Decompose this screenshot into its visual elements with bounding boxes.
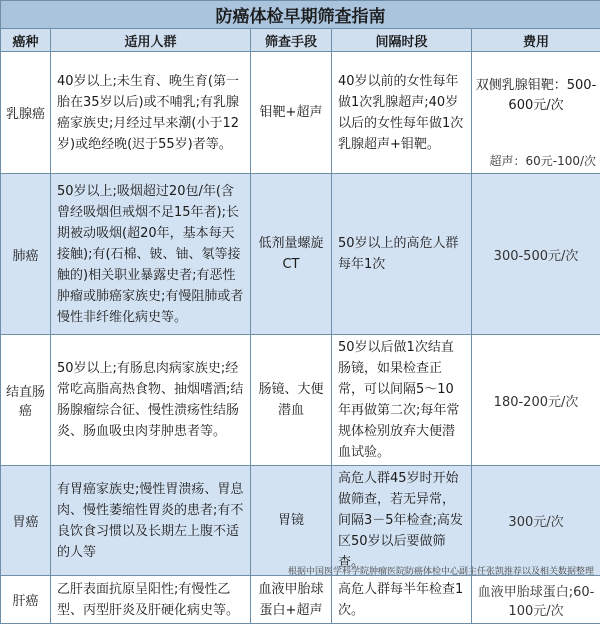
footnote: 根据中国医学科学院肿瘤医院防癌体检中心副主任张凯推荐以及相关数据整理 <box>288 564 594 577</box>
cancer-name: 乳腺癌 <box>1 52 51 174</box>
header-cost: 费用 <box>472 29 600 52</box>
cost-sub: 超声：60元-100/次 <box>490 152 597 169</box>
population-cell: 50岁以上;有肠息肉病家族史;经常吃高脂高热食物、抽烟嗜酒;结肠腺瘤综合征、慢性溃疡性结肠炎、肠血吸虫肉芽肿患者等。 <box>51 335 251 466</box>
cancer-name: 肝癌 <box>1 576 51 624</box>
cost-cell: 300-500元/次 <box>472 174 600 335</box>
cost-cell: 300元/次 <box>472 466 600 576</box>
cost-main: 双侧乳腺钼靶：500-600元/次 <box>472 76 600 116</box>
interval-cell: 高危人群每半年检查1次。 <box>332 576 472 624</box>
cancer-name: 胃癌 <box>1 466 51 576</box>
table-title: 防癌体检早期筛查指南 <box>1 1 600 29</box>
table-row <box>1 576 600 624</box>
header-interval: 间隔时段 <box>332 29 472 52</box>
method-cell: 血液甲胎球蛋白+超声 <box>251 576 332 624</box>
cancer-name: 肺癌 <box>1 174 51 335</box>
interval-cell: 50岁以上的高危人群每年1次 <box>332 174 472 335</box>
header-row <box>1 29 600 52</box>
cost-cell: 180-200元/次 <box>472 335 600 466</box>
interval-cell: 50岁以后做1次结直肠镜，如果检查正常，可以间隔5～10年再做第二次;每年常规体检别放弃大便潜血试验。 <box>332 335 472 466</box>
table-row <box>1 335 600 466</box>
header-cancer: 癌种 <box>1 29 51 52</box>
table-row <box>1 466 600 576</box>
cost-cell <box>472 52 600 174</box>
header-population: 适用人群 <box>51 29 251 52</box>
method-cell: 胃镜 <box>251 466 332 576</box>
method-cell: 钼靶+超声 <box>251 52 332 174</box>
population-cell: 乙肝表面抗原呈阳性;有慢性乙型、丙型肝炎及肝硬化病史等。 <box>51 576 251 624</box>
interval-cell: 高危人群45岁时开始做筛查，若无异常，间隔3－5年检查;高发区50岁以后要做筛查。 <box>332 466 472 576</box>
interval-cell: 40岁以前的女性每年做1次乳腺超声;40岁以后的女性每年做1次乳腺超声+钼靶。 <box>332 52 472 174</box>
table-row <box>1 174 600 335</box>
population-cell: 40岁以上;未生育、晚生育(第一胎在35岁以后)或不哺乳;有乳腺癌家族史;月经过早来潮(小于12岁)或绝经晚(迟于55岁)者等。 <box>51 52 251 174</box>
table-row <box>1 52 600 174</box>
cost-cell: 血液甲胎球蛋白;60-100元/次 <box>472 576 600 624</box>
population-cell: 有胃癌家族史;慢性胃溃疡、胃息肉、慢性萎缩性胃炎的患者;有不良饮食习惯以及长期左上腹不适的人等 <box>51 466 251 576</box>
method-cell: 肠镜、大便潜血 <box>251 335 332 466</box>
population-cell: 50岁以上;吸烟超过20包/年(含曾经吸烟但戒烟不足15年者);长期被动吸烟(超20年，基本每天接触);有(石棉、铍、铀、氡等接触的)相关职业暴露史者;有恶性肿瘤或肺癌家族史;有慢阻肺或者慢性非纤维化病史等。 <box>51 174 251 335</box>
cancer-name: 结直肠癌 <box>1 335 51 466</box>
method-cell: 低剂量螺旋CT <box>251 174 332 335</box>
header-method: 筛查手段 <box>251 29 332 52</box>
